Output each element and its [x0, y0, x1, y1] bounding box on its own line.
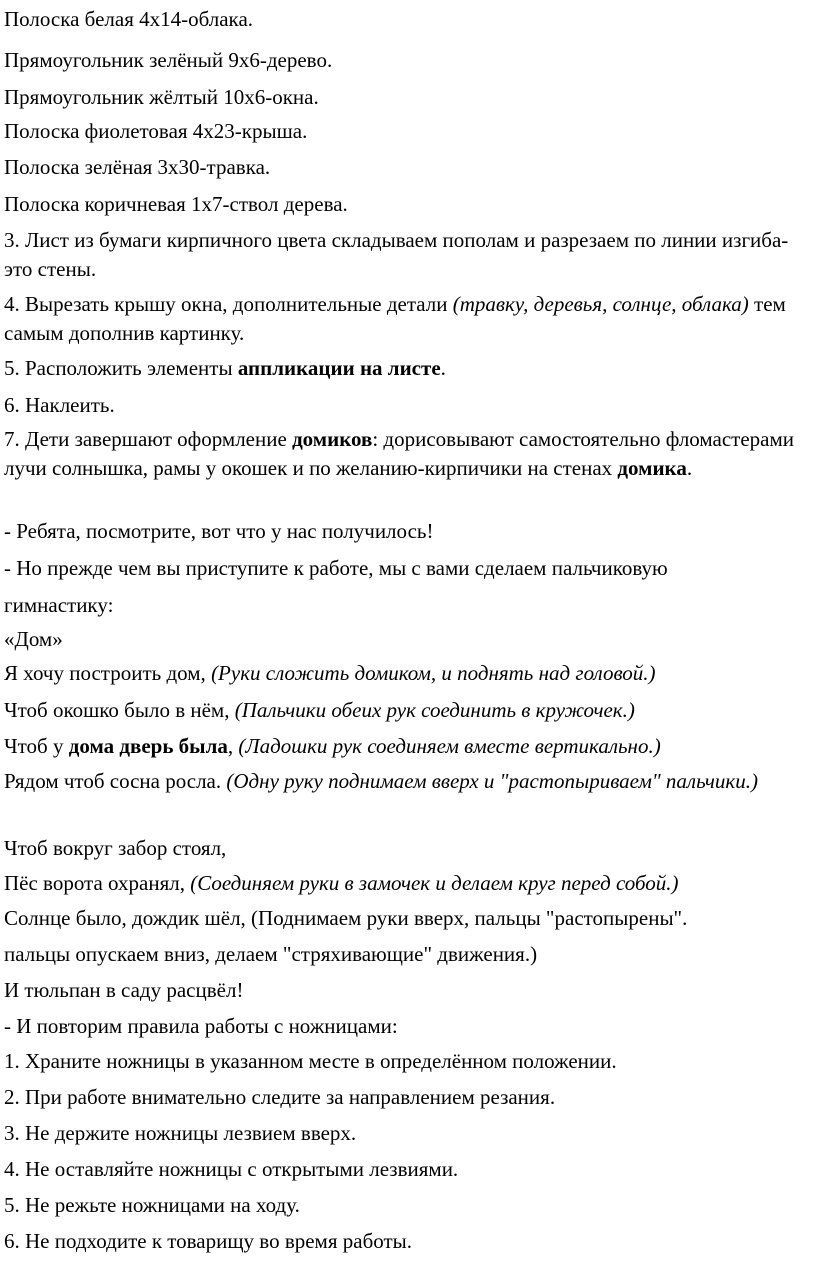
line-text: гимнастику:	[4, 593, 114, 617]
poem-line	[4, 767, 804, 796]
material-line-trunk	[4, 191, 348, 217]
line-text: 2. При работе внимательно следите за направлением резания.	[4, 1085, 556, 1109]
line-italic-note: (Соединяем руки в замочек и делаем круг перед собой.)	[190, 871, 679, 895]
step-3	[4, 226, 804, 284]
line-text: 4. Вырезать крышу окна, дополнительные детали	[4, 292, 453, 316]
speech-line	[4, 555, 668, 581]
line-text: Чтоб у	[4, 734, 69, 758]
line-text: Я хочу построить дом,	[4, 661, 212, 685]
line-text: - Но прежде чем вы приступите к работе, мы с вами сделаем пальчиковую	[4, 556, 668, 580]
line-italic-note: (Ладошки рук соединяем вместе вертикально.)	[238, 734, 661, 758]
line-text: 6. Не подходите к товарищу во время работы.	[4, 1229, 413, 1253]
line-text: 4. Не оставляйте ножницы с открытыми лезвиями.	[4, 1157, 459, 1181]
poem-line	[4, 733, 661, 759]
poem-line	[4, 835, 226, 861]
poem-line	[4, 977, 243, 1003]
poem-title	[4, 626, 63, 652]
step-7	[4, 425, 804, 483]
line-text: 1. Храните ножницы в указанном месте в определённом положении.	[4, 1049, 617, 1073]
material-line-grass	[4, 154, 270, 180]
line-text: ,	[227, 734, 239, 758]
material-line-clouds	[4, 6, 253, 32]
line-text: - И повторим правила работы с ножницами:	[4, 1014, 398, 1038]
poem-line	[4, 905, 687, 931]
line-bold-text: дома дверь была	[68, 734, 228, 758]
line-text: 6. Наклеить.	[4, 393, 115, 417]
material-line-windows	[4, 84, 319, 110]
step-5	[4, 355, 446, 381]
line-text: И тюльпан в саду расцвёл!	[4, 978, 244, 1002]
poem-line	[4, 660, 656, 686]
speech-line	[4, 518, 433, 544]
line-text: Чтоб вокруг забор стоял,	[4, 836, 227, 860]
line-bold-text: аппликации на листе	[237, 356, 441, 380]
line-text: «Дом»	[4, 627, 63, 651]
line-text: - Ребята, посмотрите, вот что у нас получилось!	[4, 519, 434, 543]
rules-intro	[4, 1013, 398, 1039]
line-text: Солнце было, дождик шёл, (Поднимаем руки вверх, пальцы "растопырены".	[4, 906, 688, 930]
line-bold-text: домиков	[292, 427, 373, 451]
line-text: 3. Не держите ножницы лезвием вверх.	[4, 1121, 357, 1145]
line-italic-note: (травку, деревья, солнце, облака)	[452, 292, 749, 316]
line-text: : дорисовывают самостоятельно фломастерами лучи солнышка, рамы у окошек и по желанию-кирпичики на стенах	[4, 427, 795, 480]
step-4	[4, 290, 804, 348]
line-text: Прямоугольник жёлтый 10х6-окна.	[4, 85, 319, 109]
material-line-roof	[4, 118, 307, 144]
line-text: Рядом чтоб сосна росла.	[4, 769, 227, 793]
line-italic-note: (Руки сложить домиком, и поднять над головой.)	[211, 661, 656, 685]
rule-item	[4, 1048, 617, 1074]
material-line-tree	[4, 47, 332, 73]
poem-line	[4, 697, 635, 723]
rule-item	[4, 1156, 458, 1182]
line-text: Чтоб окошко было в нём,	[4, 698, 235, 722]
line-italic-note: (Одну руку поднимаем вверх и "растопыриваем" пальчики.)	[226, 769, 758, 793]
line-text: пальцы опускаем вниз, делаем "стряхивающие" движения.)	[4, 942, 538, 966]
rule-item	[4, 1084, 555, 1110]
speech-line	[4, 592, 113, 618]
line-text: 5. Расположить элементы	[4, 356, 238, 380]
rule-item	[4, 1120, 356, 1146]
line-text: Прямоугольник зелёный 9х6-дерево.	[4, 48, 333, 72]
line-text: .	[440, 356, 446, 380]
line-text: тем самым дополнив картинку.	[4, 292, 786, 345]
poem-line	[4, 870, 679, 896]
line-text: 5. Не режьте ножницами на ходу.	[4, 1193, 300, 1217]
rule-item	[4, 1192, 300, 1218]
line-text: Пёс ворота охранял,	[4, 871, 191, 895]
line-text: 3. Лист из бумаги кирпичного цвета складываем пополам и разрезаем по линии изгиба-это стены.	[4, 228, 789, 281]
rule-item	[4, 1228, 412, 1254]
line-text: Полоска зелёная 3х30-травка.	[4, 155, 271, 179]
line-italic-note: (Пальчики обеих рук соединить в кружочек.)	[234, 698, 635, 722]
line-text: .	[686, 456, 693, 480]
line-text: Полоска фиолетовая 4х23-крыша.	[4, 119, 308, 143]
line-text: Полоска коричневая 1х7-ствол дерева.	[4, 192, 348, 216]
line-text: 7. Дети завершают оформление	[4, 427, 293, 451]
step-6	[4, 392, 115, 418]
poem-line	[4, 941, 537, 967]
line-bold-text: домика	[617, 456, 687, 480]
line-text: Полоска белая 4х14-облака.	[4, 7, 254, 31]
